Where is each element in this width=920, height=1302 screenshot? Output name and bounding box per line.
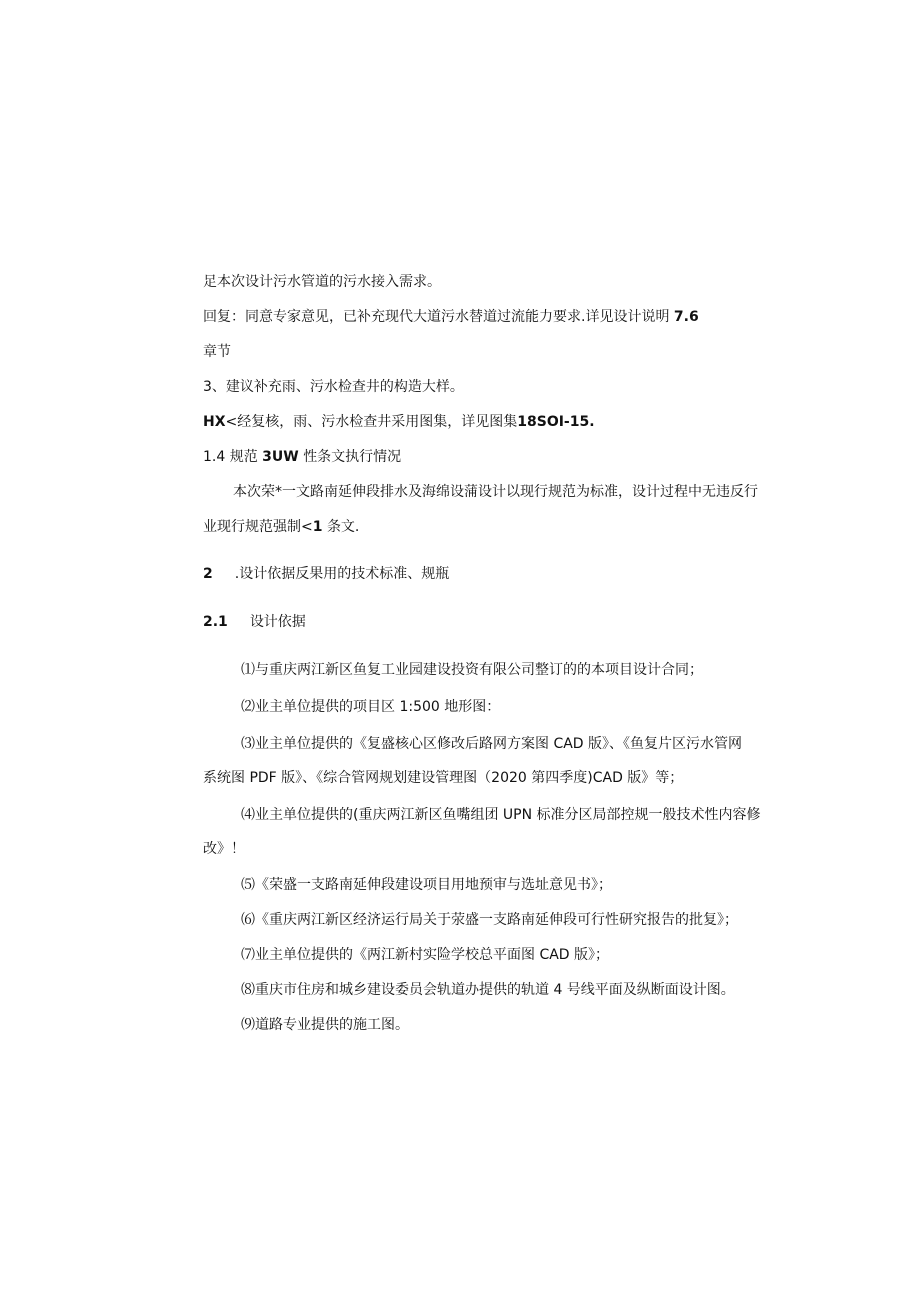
reply-prefix: HX bbox=[203, 414, 226, 430]
list-item-3 bbox=[241, 734, 742, 754]
text-segment: 章节 bbox=[203, 344, 231, 360]
list-item-text: 系统图 PDF 版》、《综合管网规划建设管理图（2020 第四季度)CAD 版》等； bbox=[203, 770, 684, 786]
list-item-text: ⑴与重庆两江新区鱼复工业园建设投资有限公司整订的的本项目设计合同； bbox=[241, 662, 703, 678]
text-segment: 回复：同意专家意见，已补充现代大道污水替道过流能力要求.详见设计说明 bbox=[203, 309, 670, 325]
text-segment: 性条文执行情况 bbox=[303, 449, 402, 465]
text-segment: 本次荣*一文路南延伸段排水及海绵设蒲设计以现行规范为标准，设计过程中无违反行 bbox=[233, 484, 758, 500]
list-item-5 bbox=[241, 875, 612, 895]
atlas-number: 18SOI-15. bbox=[517, 414, 595, 430]
list-item-9 bbox=[241, 1015, 409, 1035]
text-segment: 条文. bbox=[326, 519, 360, 535]
list-item-text: ⑵业主单位提供的项目区 1:500 地形图： bbox=[241, 699, 501, 715]
list-item-7 bbox=[241, 945, 609, 965]
list-item-text: ⑶业主单位提供的《复盛核心区修改后路网方案图 CAD 版》、《鱼复片区污水管网 bbox=[241, 736, 743, 752]
section-heading-2 bbox=[203, 564, 449, 584]
text-segment: 3、建议补充雨、污水检查井的构造大样。 bbox=[203, 379, 464, 395]
text-line-2 bbox=[203, 307, 699, 327]
section-number: 2.1 bbox=[203, 614, 228, 630]
section-ref-number: 7.6 bbox=[673, 309, 699, 325]
section-title: .设计依据反果用的技术标准、规瓶 bbox=[234, 566, 450, 582]
count-number: 1 bbox=[312, 519, 323, 535]
list-item-text: ⑻重庆市住房和城乡建设委员会轨道办提供的轨道 4 号线平面及纵断面设计图。 bbox=[241, 982, 735, 998]
text-line-3 bbox=[203, 342, 231, 362]
text-line-5 bbox=[203, 412, 595, 432]
section-number: 1.4 bbox=[203, 449, 226, 465]
list-item-8 bbox=[241, 980, 735, 1000]
text-segment-bold: 3UW bbox=[262, 449, 299, 465]
list-item-4-continued bbox=[203, 839, 245, 859]
section-number: 2 bbox=[203, 566, 213, 582]
list-item-text: ⑼道路专业提供的施工图。 bbox=[241, 1017, 409, 1033]
list-item-2 bbox=[241, 697, 500, 717]
text-line-4 bbox=[203, 377, 464, 397]
list-item-1 bbox=[241, 660, 703, 680]
text-line-1 bbox=[203, 272, 441, 292]
text-segment: <经复核，雨、污水检查井采用图集，详见图集 bbox=[225, 414, 518, 430]
list-item-text: ⑷业主单位提供的(重庆两江新区鱼嘴组团 UPN 标准分区局部控规一般技术性内容修 bbox=[241, 807, 761, 823]
text-segment: 业现行规范强制< bbox=[203, 519, 313, 535]
section-heading-1-4 bbox=[203, 447, 401, 467]
list-item-6 bbox=[241, 910, 738, 930]
list-item-text: ⑹《重庆两江新区经济运行局关于荥盛一支路南延伸段可行性研究报告的批复》； bbox=[241, 912, 738, 928]
list-item-text: ⑸《荣盛一支路南延伸段建设项目用地预审与选址意见书》； bbox=[241, 877, 612, 893]
paragraph-line-2 bbox=[203, 517, 359, 537]
text-segment: 规范 bbox=[229, 449, 258, 465]
paragraph-line-1 bbox=[233, 482, 758, 502]
list-item-text: ⑺业主单位提供的《两江新村实险学校总平面图 CAD 版》； bbox=[241, 947, 610, 963]
list-item-text: 改》！ bbox=[203, 841, 245, 857]
text-segment: 足本次设计污水管道的污水接入需求。 bbox=[203, 274, 441, 290]
list-item-3-continued bbox=[203, 768, 683, 788]
list-item-4 bbox=[241, 805, 761, 825]
section-heading-2-1 bbox=[203, 612, 306, 632]
section-title: 设计依据 bbox=[249, 614, 306, 630]
